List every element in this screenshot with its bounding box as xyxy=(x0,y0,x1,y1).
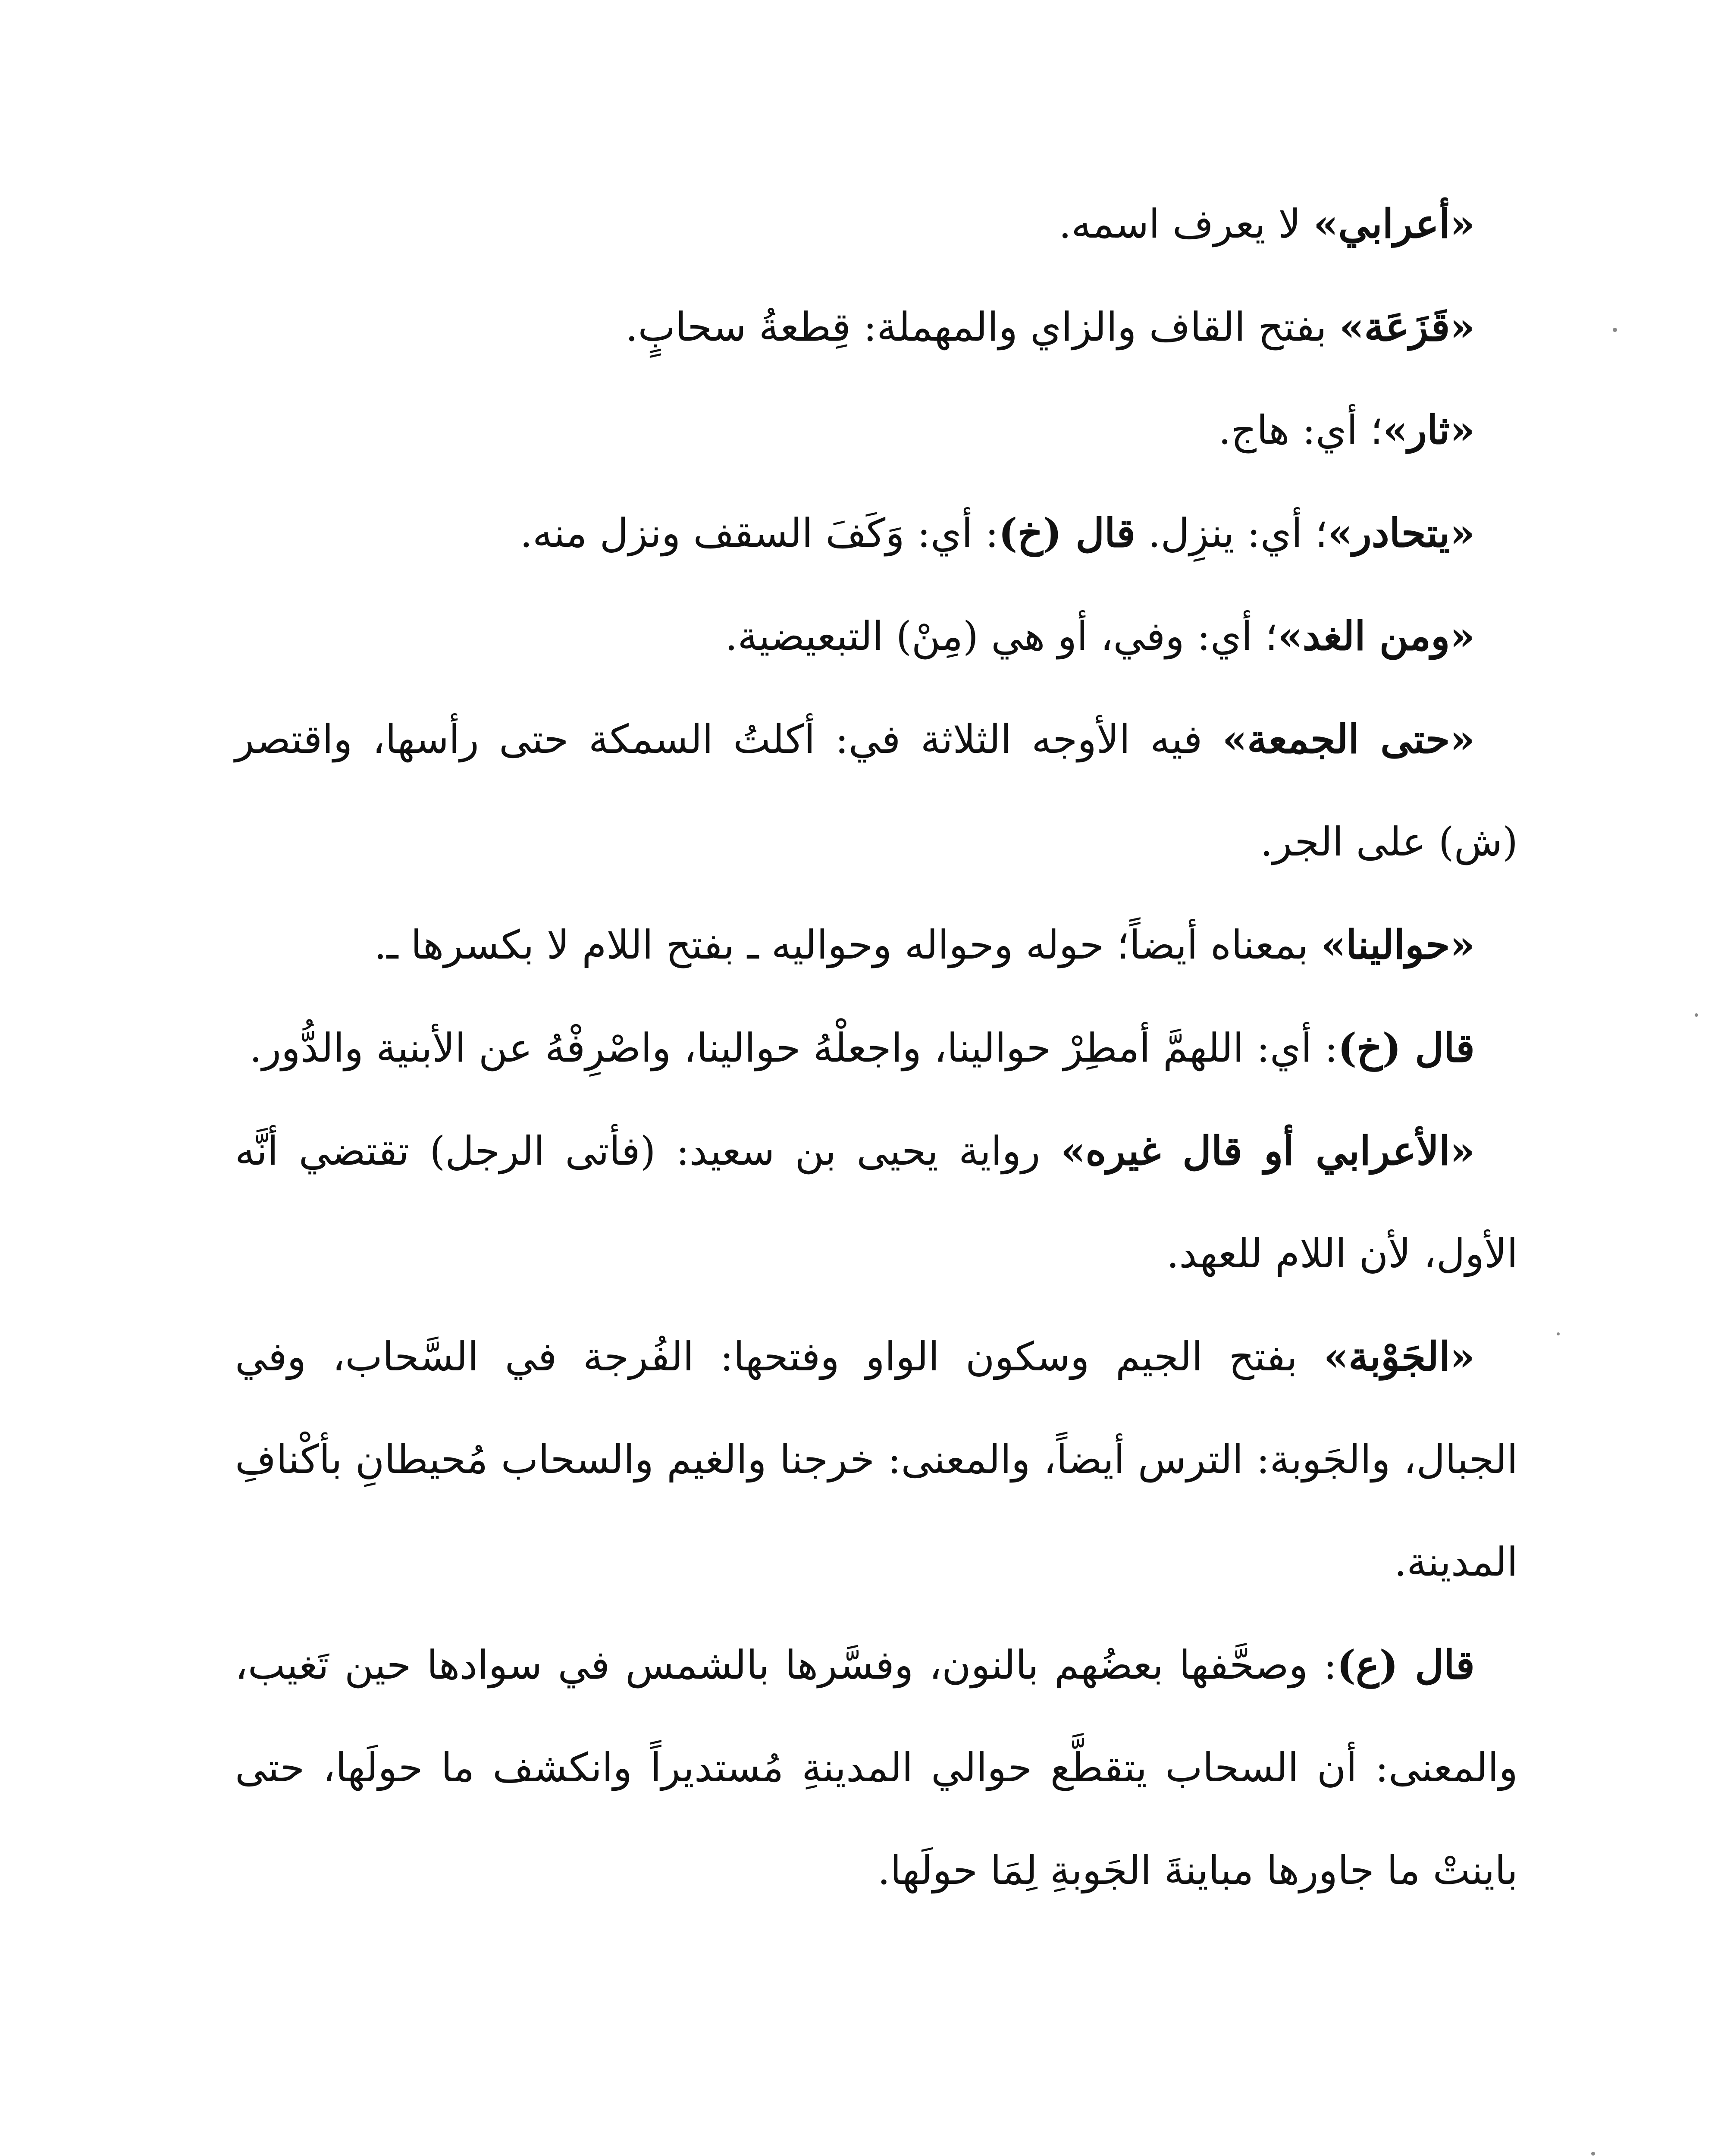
entry-text: لا يعرف اسمه. xyxy=(1059,201,1313,247)
entry-aljawba xyxy=(235,1305,1518,1614)
entry-lemma: «ومن الغد» xyxy=(1277,613,1475,659)
entry-thar xyxy=(235,379,1518,482)
entry-alarabi xyxy=(235,1100,1518,1305)
entry-lemma: «حوالينا» xyxy=(1321,921,1475,968)
entry-text: بمعناه أيضاً؛ حوله وحواله وحواليه ـ بفتح اللام لا بكسرها ـ. xyxy=(374,922,1321,968)
entry-text: : أي: وَكَفَ السقف ونزل منه. xyxy=(520,510,999,556)
entry-text: : وصحَّفها بعضُهم بالنون، وفسَّرها بالشمس في سوادها حين تَغيب، والمعنى: أن السحاب يتقطَّع حوالي المدينةِ مُستديراً وانكشف ما حولَها، حتى باينتْ ما جاورها مباينةَ الجَوبةِ لِمَا حولَها. xyxy=(235,1642,1518,1893)
entry-min-alghad xyxy=(235,585,1518,688)
scan-speck xyxy=(1591,2152,1595,2156)
scan-speck xyxy=(1557,1332,1560,1335)
entry-text: ؛ أي: ينزِل. xyxy=(1135,510,1328,556)
entry-qal-ain xyxy=(235,1614,1518,1922)
entry-text: فيه الأوجه الثلاثة في: أكلتُ السمكة حتى رأسها، واقتصر (ش) على الجر. xyxy=(235,716,1518,865)
entry-lemma: «حتى الجمعة» xyxy=(1222,716,1475,762)
commentary-text xyxy=(235,172,1518,1922)
entry-hawalayna xyxy=(235,893,1518,997)
entry-lemma: قال (خ) xyxy=(1338,1025,1475,1071)
entry-text: بفتح الجيم وسكون الواو وفتحها: الفُرجة في السَّحاب، وفي الجبال، والجَوبة: الترس أيضاً، والمعنى: خرجنا والغيم والسحاب مُحيطانِ بأكْنافِ المدينة. xyxy=(235,1334,1518,1585)
entry-lemma: «الجَوْبة» xyxy=(1323,1333,1475,1380)
entry-lemma: «الأعرابي أو قال غيره» xyxy=(1060,1128,1475,1174)
entry-text: ؛ أي: هاج. xyxy=(1218,407,1383,453)
entry-lemma: «قَزَعَة» xyxy=(1339,304,1475,350)
entry-hatta-aljumua xyxy=(235,688,1518,893)
entry-lemma: «أعرابي» xyxy=(1313,201,1475,247)
entry-arabi xyxy=(235,172,1518,276)
entry-lemma: قال (خ) xyxy=(998,510,1136,556)
scan-speck xyxy=(1695,1013,1698,1017)
scan-speck xyxy=(1613,328,1617,332)
entry-text: ؛ أي: وفي، أو هي (مِنْ) التبعيضية. xyxy=(725,613,1278,659)
entry-qal-kh xyxy=(235,997,1518,1100)
entry-yatahadar xyxy=(235,482,1518,585)
entry-text: : أي: اللهمَّ أمطِرْ حوالينا، واجعلْهُ حوالينا، واصْرِفْهُ عن الأبنية والدُّور. xyxy=(249,1025,1338,1071)
entry-lemma: «يتحادر» xyxy=(1327,510,1475,556)
entry-lemma: قال (ع) xyxy=(1337,1642,1475,1688)
entry-text: بفتح القاف والزاي والمهملة: قِطعةُ سحابٍ. xyxy=(625,304,1340,350)
entry-text: رواية يحيى بن سعيد: (فأتى الرجل) تقتضي أنَّه الأول، لأن اللام للعهد. xyxy=(235,1128,1518,1277)
entry-qazaa xyxy=(235,276,1518,379)
entry-lemma: «ثار» xyxy=(1382,407,1475,453)
